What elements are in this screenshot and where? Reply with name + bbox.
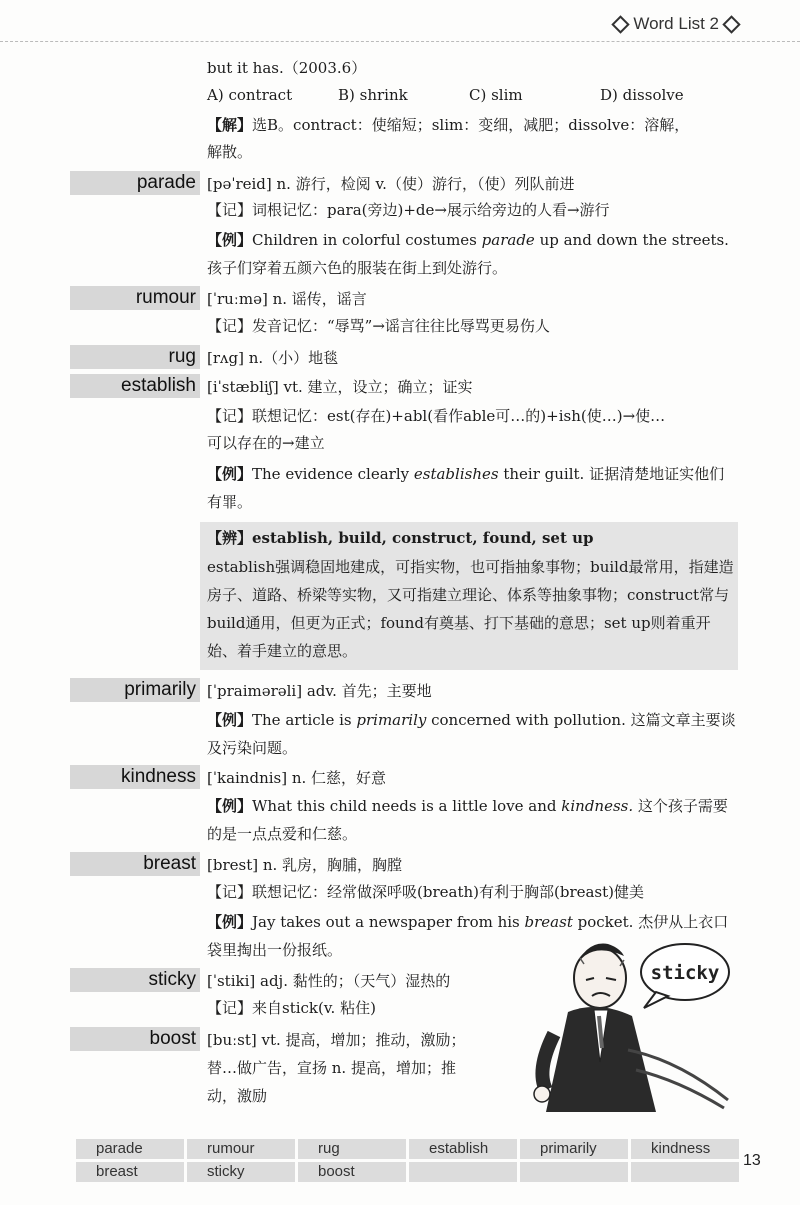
headword-rug: rug <box>70 345 200 369</box>
cartoon-illustration <box>528 930 740 1112</box>
index-word-empty <box>631 1162 739 1182</box>
def-parade: [pəˈreid] n. 游行，检阅 v.（使）游行，（使）列队前进 <box>207 175 575 193</box>
headword-breast: breast <box>70 852 200 876</box>
headword-sticky: sticky <box>70 968 200 992</box>
index-word-empty <box>409 1162 517 1182</box>
def-boost-cont: 替…做广告，宣扬 n. 提高，增加；推 <box>207 1059 456 1077</box>
intro-options <box>207 82 731 108</box>
index-word: kindness <box>631 1139 739 1159</box>
index-word: establish <box>409 1139 517 1159</box>
explain-text: 选B。contract：使缩短；slim：变细，减肥；dissolve：溶解， <box>252 116 690 134</box>
index-word: sticky <box>187 1162 295 1182</box>
example-keyword: establishes <box>413 465 499 483</box>
mnemonic-establish: 【记】联想记忆：est(存在)+abl(看作able可…的)+ish(使…)→使… <box>207 407 666 425</box>
man-arm <box>542 1034 554 1090</box>
def-rumour: [ˈruːmə] n. 谣传，谣言 <box>207 290 367 308</box>
page-header <box>614 14 738 34</box>
index-word-empty <box>520 1162 628 1182</box>
index-word: rug <box>298 1139 406 1159</box>
example-tag: 【例】 <box>207 913 253 931</box>
mnemonic-parade: 【记】词根记忆：para(旁边)+de→展示给旁边的人看→游行 <box>207 201 610 219</box>
explain-tag: 【解】 <box>207 116 253 134</box>
intro-line: but it has.（2003.6） <box>207 59 367 77</box>
man-hand <box>534 1086 550 1102</box>
mnemonic-rumour: 【记】发音记忆：“辱骂”→谣言往往比辱骂更易伤人 <box>207 317 550 335</box>
example-text: 这个孩子需要的是一点点爱和仁慈。 <box>207 797 728 843</box>
headword-primarily: primarily <box>70 678 200 702</box>
example-text: What this child needs is a little love and <box>252 797 562 815</box>
example-tag: 【例】 <box>207 711 253 729</box>
def-boost: [buːst] vt. 提高，增加；推动，激励； <box>207 1031 466 1049</box>
bubble-tail <box>644 992 668 1008</box>
headword-parade: parade <box>70 171 200 195</box>
example-tag: 【例】 <box>207 231 253 249</box>
def-primarily: [ˈpraimərəli] adv. 首先；主要地 <box>207 682 432 700</box>
example-text: their guilt. 证据清楚地证实他们有罪。 <box>207 465 725 511</box>
example-primarily <box>207 706 737 762</box>
example-text: Jay takes out a newspaper from his <box>252 913 525 931</box>
example-kindness <box>207 792 737 848</box>
word-index <box>76 1139 739 1182</box>
example-text: concerned with pollution. 这篇文章主要谈及污染问题。 <box>207 711 736 757</box>
diamond-icon <box>612 15 630 33</box>
index-word: parade <box>76 1139 184 1159</box>
index-word: boost <box>298 1162 406 1182</box>
headword-rumour: rumour <box>70 286 200 310</box>
index-word: primarily <box>520 1139 628 1159</box>
example-text: pocket. 杰伊从上衣口袋里掏出一份报纸。 <box>207 913 729 959</box>
example-text: up and down the streets. 孩子们穿着五颜六色的服装在街上到处游行。 <box>207 231 729 277</box>
page-number: 13 <box>743 1152 761 1169</box>
headword-kindness: kindness <box>70 765 200 789</box>
index-word: rumour <box>187 1139 295 1159</box>
example-parade <box>207 226 737 282</box>
example-keyword: parade <box>481 231 535 249</box>
example-text: The evidence clearly <box>252 465 414 483</box>
example-text: The article is <box>252 711 357 729</box>
mnemonic-breast: 【记】联想记忆：经常做深呼吸(breath)有利于胸部(breast)健美 <box>207 883 645 901</box>
example-tag: 【例】 <box>207 465 253 483</box>
def-rug: [rʌg] n.（小）地毯 <box>207 349 339 367</box>
example-establish <box>207 460 737 516</box>
mnemonic-sticky: 【记】来自stick(v. 粘住) <box>207 999 376 1017</box>
example-keyword: breast <box>524 913 573 931</box>
option-c: C) slim <box>469 86 523 104</box>
intro-explain <box>207 112 689 138</box>
bubble-text: sticky <box>650 962 720 984</box>
def-breast: [brest] n. 乳房，胸脯，胸膛 <box>207 856 403 874</box>
option-b: B) shrink <box>338 86 408 104</box>
example-tag: 【例】 <box>207 797 253 815</box>
diamond-icon <box>722 15 740 33</box>
def-kindness: [ˈkaindnis] n. 仁慈，好意 <box>207 769 387 787</box>
index-word: breast <box>76 1162 184 1182</box>
intro-explain-cont: 解散。 <box>207 143 253 161</box>
synonym-title: 【辨】establish, build, construct, found, set up <box>207 529 594 547</box>
option-d: D) dissolve <box>600 86 684 104</box>
def-sticky: [ˈstiki] adj. 黏性的；（天气）湿热的 <box>207 972 451 990</box>
example-keyword: kindness. <box>561 797 634 815</box>
mnemonic-establish-cont: 可以存在的→建立 <box>207 434 325 452</box>
example-text: Children in colorful costumes <box>252 231 482 249</box>
header-title: Word List 2 <box>633 14 719 33</box>
def-establish: [iˈstæbliʃ] vt. 建立，设立；确立；证实 <box>207 378 473 396</box>
synonym-body: establish强调稳固地建成，可指实物，也可指抽象事物；build最常用，指建造房子、道路、桥梁等实物，又可指建立理论、体系等抽象事物；construct常与build通用，但更为正式；found有奠基、打下基础的意思；set up则着重开始、着手建立的意思。 <box>207 558 734 660</box>
headword-establish: establish <box>70 374 200 398</box>
example-keyword: primarily <box>356 711 427 729</box>
header-divider <box>0 41 800 42</box>
headword-boost: boost <box>70 1027 200 1051</box>
option-a: A) contract <box>207 86 293 104</box>
def-boost-cont2: 动，激励 <box>207 1087 268 1105</box>
